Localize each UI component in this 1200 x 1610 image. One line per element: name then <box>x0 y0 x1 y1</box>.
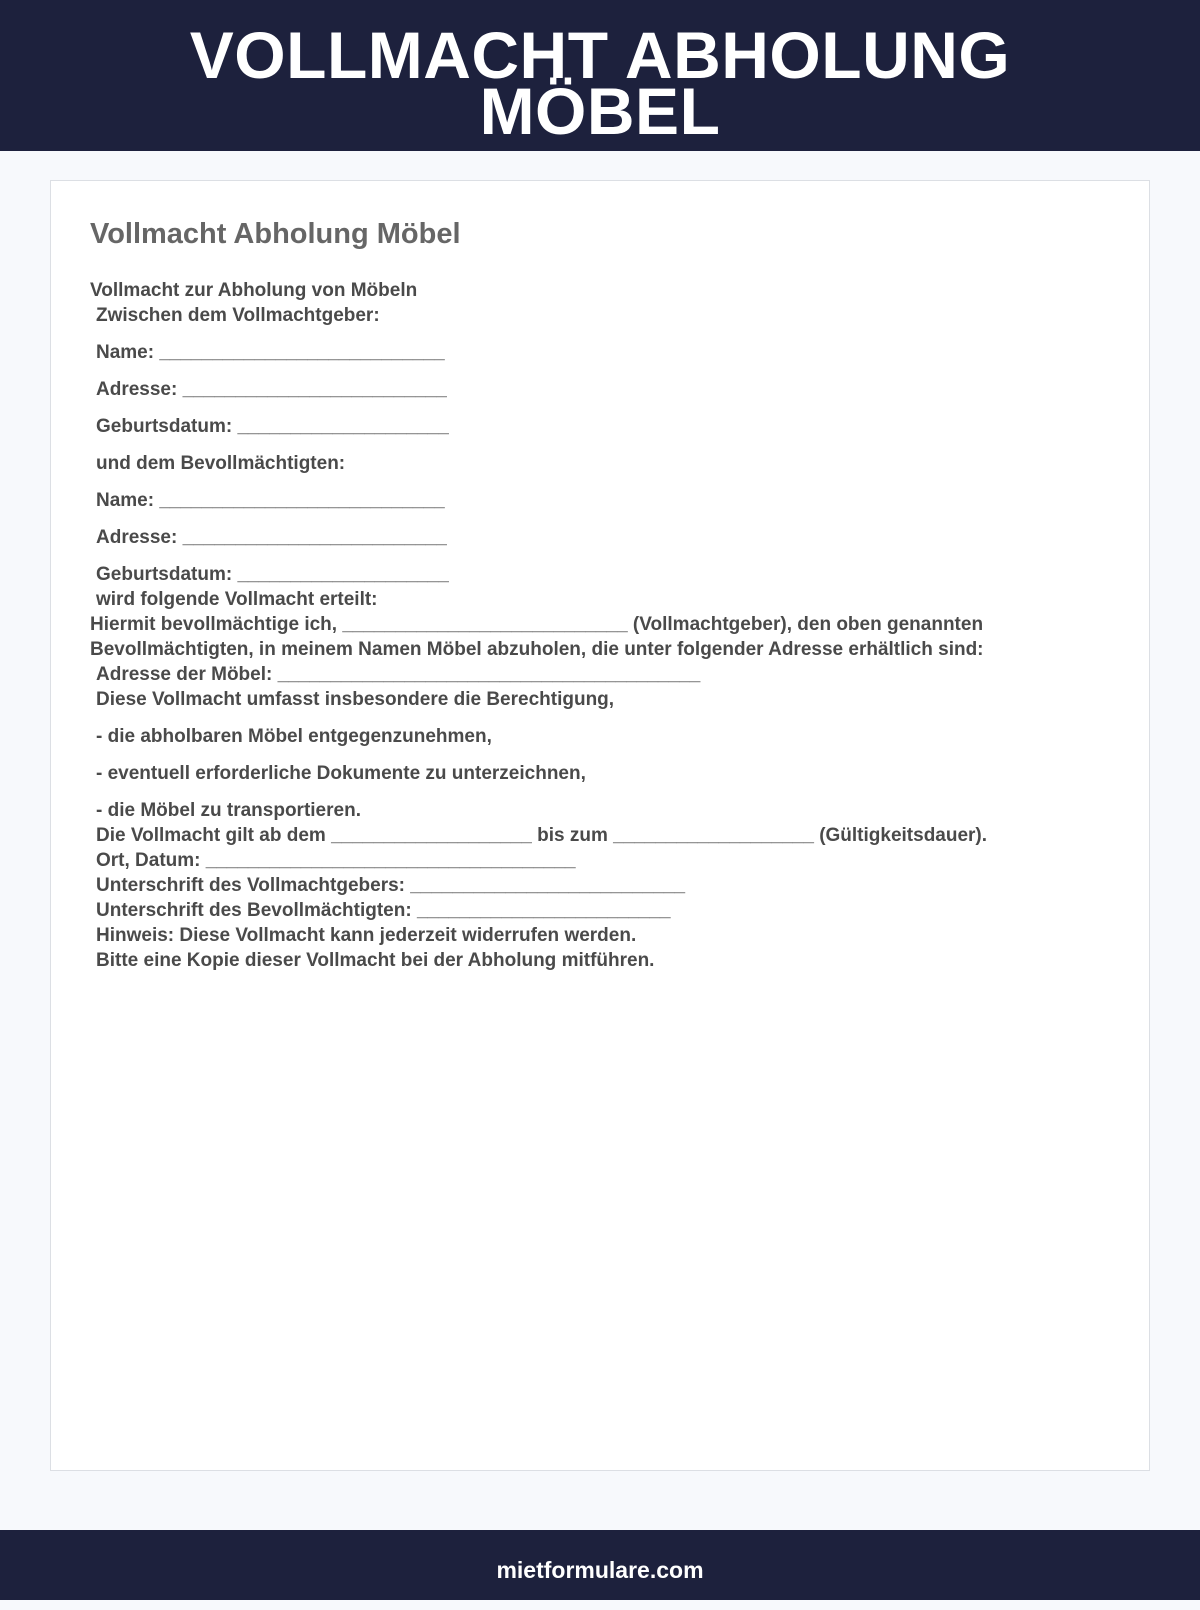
document-subtitle: Vollmacht zur Abholung von Möbeln <box>90 280 418 301</box>
agent-intro: und dem Bevollmächtigten: <box>96 453 346 474</box>
scope-item-transport: - die Möbel zu transportieren. <box>96 800 361 821</box>
principal-name-field: Name: ___________________________ <box>96 342 445 363</box>
page-heading-line-2: MÖBEL <box>479 74 721 148</box>
agent-signature-field: Unterschrift des Bevollmächtigten: ________________________ <box>96 900 671 921</box>
validity-period-field: Die Vollmacht gilt ab dem ___________________ bis zum ___________________ (Gültigkeitsdauer). <box>96 825 988 846</box>
agent-name-field: Name: ___________________________ <box>96 490 445 511</box>
authorization-text-2: Bevollmächtigten, in meinem Namen Möbel abzuholen, die unter folgender Adresse erhältlich sind: <box>90 639 984 660</box>
authorization-text-1: Hiermit bevollmächtige ich, ___________________________ (Vollmachtgeber), den oben genannten <box>90 614 984 635</box>
scope-intro: Diese Vollmacht umfasst insbesondere die Berechtigung, <box>96 689 615 710</box>
authorization-intro: wird folgende Vollmacht erteilt: <box>96 589 378 610</box>
principal-signature-field: Unterschrift des Vollmachtgebers: __________________________ <box>96 875 686 896</box>
page-header <box>0 0 1200 151</box>
agent-birthdate-field: Geburtsdatum: ____________________ <box>96 564 449 585</box>
footer-site-name: mietformulare.com <box>496 1557 704 1583</box>
page-footer <box>0 1530 1200 1600</box>
place-date-field: Ort, Datum: ___________________________________ <box>96 850 576 871</box>
document-card <box>50 180 1150 1471</box>
document-title: Vollmacht Abholung Möbel <box>90 218 461 250</box>
principal-address-field: Adresse: _________________________ <box>96 379 447 400</box>
revocation-note: Hinweis: Diese Vollmacht kann jederzeit widerrufen werden. <box>96 925 637 946</box>
copy-note: Bitte eine Kopie dieser Vollmacht bei der Abholung mitführen. <box>96 950 655 971</box>
page-heading <box>0 18 1200 148</box>
page-heading-line-1: VOLLMACHT ABHOLUNG <box>189 18 1011 92</box>
furniture-address-field: Adresse der Möbel: ________________________________________ <box>96 664 701 685</box>
principal-birthdate-field: Geburtsdatum: ____________________ <box>96 416 449 437</box>
scope-item-receive: - die abholbaren Möbel entgegenzunehmen, <box>96 726 492 747</box>
scope-item-sign: - eventuell erforderliche Dokumente zu unterzeichnen, <box>96 763 586 784</box>
agent-address-field: Adresse: _________________________ <box>96 527 447 548</box>
document-body <box>90 278 1140 973</box>
principal-intro: Zwischen dem Vollmachtgeber: <box>96 305 380 326</box>
